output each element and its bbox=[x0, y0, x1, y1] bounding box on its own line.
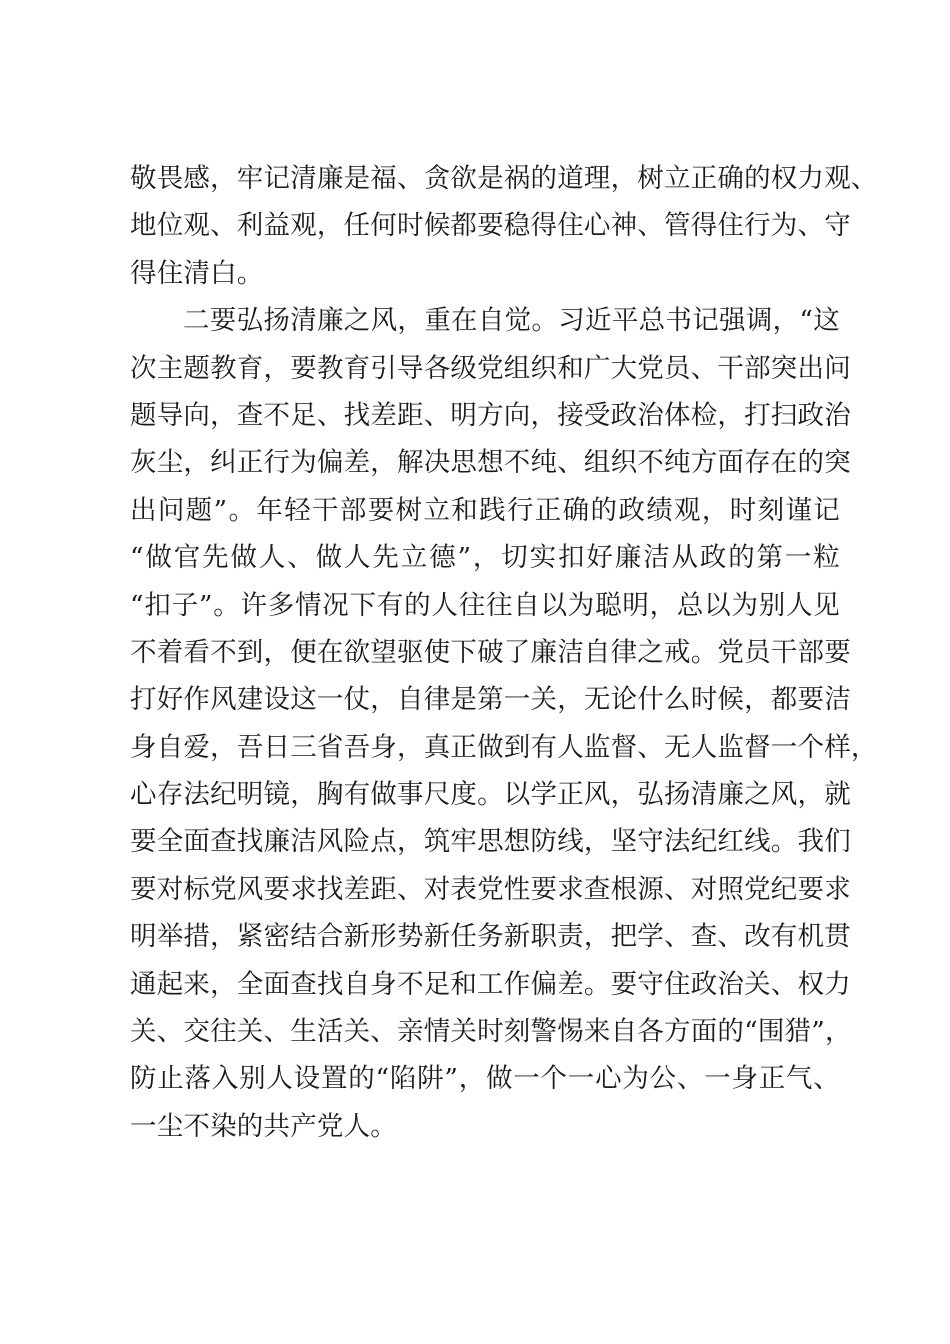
body-text bbox=[130, 155, 878, 1150]
text-line: 打好作风建设这一仗，自律是第一关，无论什么时候，都要洁 bbox=[130, 684, 851, 716]
text-line: 要对标党风要求找差距、对表党性要求查根源、对照党纪要求 bbox=[130, 873, 851, 905]
text-line: 通起来，全面查找自身不足和工作偏差。要守住政治关、权力 bbox=[130, 968, 851, 1000]
text-line: 次主题教育，要教育引导各级党组织和广大党员、干部突出问 bbox=[130, 352, 851, 384]
text-line: 要全面查找廉洁风险点，筑牢思想防线，坚守法纪红线。我们 bbox=[130, 826, 851, 858]
text-line: 身自爱，吾日三省吾身，真正做到有人监督、无人监督一个样， bbox=[130, 731, 878, 763]
text-line: 一尘不染的共产党人。 bbox=[130, 1110, 397, 1142]
text-line: “做官先做人、做人先立德”，切实扣好廉洁从政的第一粒 bbox=[130, 542, 840, 574]
text-line: 心存法纪明镜，胸有做事尺度。以学正风，弘扬清廉之风，就 bbox=[130, 779, 851, 811]
text-line: 题导向，查不足、找差距、明方向，接受政治体检，打扫政治 bbox=[130, 399, 851, 431]
text-line: 得住清白。 bbox=[130, 257, 264, 289]
text-line: 明举措，紧密结合新形势新任务新职责，把学、查、改有机贯 bbox=[130, 921, 851, 953]
text-line: 出问题”。年轻干部要树立和践行正确的政绩观，时刻谨记 bbox=[130, 494, 840, 526]
text-line: 不着看不到，便在欲望驱使下破了廉洁自律之戒。党员干部要 bbox=[130, 636, 851, 668]
text-line: 敬畏感，牢记清廉是福、贪欲是祸的道理，树立正确的权力观、 bbox=[130, 163, 878, 194]
paragraph-first-line: 二要弘扬清廉之风，重在自觉。习近平总书记强调，“这 bbox=[183, 305, 840, 337]
text-line: 地位观、利益观，任何时候都要稳得住心神、管得住行为、守 bbox=[130, 210, 851, 242]
text-line: “扣子”。许多情况下有的人往往自以为聪明，总以为别人见 bbox=[130, 589, 840, 621]
text-line: 灰尘，纠正行为偏差，解决思想不纯、组织不纯方面存在的突 bbox=[130, 447, 851, 479]
text-line: 关、交往关、生活关、亲情关时刻警惕来自各方面的“围猎”， bbox=[130, 1016, 852, 1048]
text-line: 防止落入别人设置的“陷阱”，做一个一心为公、一身正气、 bbox=[130, 1063, 840, 1095]
